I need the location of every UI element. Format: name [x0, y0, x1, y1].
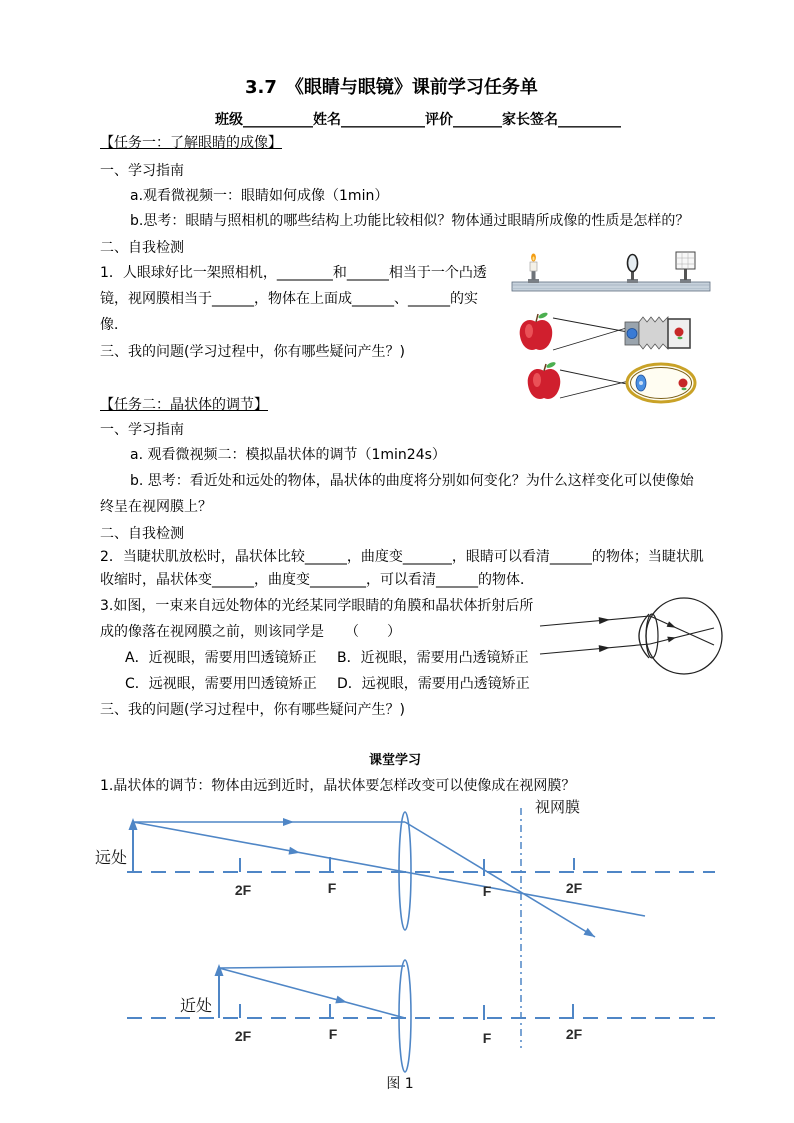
- task2-heading: 【任务二：晶状体的调节】: [100, 397, 268, 413]
- myopia-eye-diagram: [530, 590, 780, 680]
- task1-guide-b: b.思考：眼睛与照相机的哪些结构上功能比较相似？物体通过眼睛所成像的性质是怎样的？: [130, 213, 690, 229]
- task2-check-heading: 二、自我检测: [100, 526, 184, 542]
- task2-questions-heading: 三、我的问题(学习过程中，你有哪些疑问产生？): [100, 702, 405, 718]
- apple-icon: [520, 311, 553, 350]
- ray-arrow: [283, 818, 294, 826]
- eye-imaging-illustration: [520, 360, 700, 406]
- ray-arrow: [599, 645, 610, 652]
- screen-icon: [676, 252, 695, 283]
- ray-arrow: [599, 617, 610, 624]
- task1-questions-heading: 三、我的问题(学习过程中，你有哪些疑问产生？): [100, 344, 405, 360]
- apple-icon: [528, 361, 561, 399]
- task2-guide-heading: 一、学习指南: [100, 422, 184, 438]
- optical-bench-illustration: [508, 248, 714, 296]
- task2-q2-line: 2．当睫状肌放松时，晶状体比较______，曲度变_______，眼睛可以看清______的物体；当睫状肌: [100, 549, 704, 565]
- task2-guide-b-line: 终呈在视网膜上？: [100, 499, 212, 515]
- candle-icon: [528, 254, 539, 284]
- mark-f-left-upper: F: [327, 880, 337, 896]
- q3-option-a: A．近视眼，需要用凹透镜矫正: [125, 650, 317, 666]
- mark-f-right-lower: F: [482, 1030, 492, 1046]
- task1-q1-line: 镜，视网膜相当于______，物体在上面成______、______的实: [100, 291, 478, 307]
- incident-ray: [540, 644, 650, 654]
- light-ray: [553, 326, 633, 350]
- task2-guide-a: a. 观看微视频二：模拟晶状体的调节（1min24s）: [130, 447, 446, 463]
- task1-q1-line: 1．人眼球好比一架照相机，________和______相当于一个凸透: [100, 265, 487, 281]
- ray-arrow: [584, 928, 596, 937]
- light-ray: [553, 318, 633, 333]
- crystalline-lens: [646, 614, 658, 658]
- near-object-label: 近处: [180, 996, 213, 1015]
- center-ray: [133, 822, 645, 916]
- far-object-arrowhead: [129, 818, 138, 830]
- task2-q3-line: 3.如图，一束来自远处物体的光经某同学眼睛的角膜和晶状体折射后所: [100, 598, 534, 614]
- ray-arrow: [289, 847, 301, 855]
- task1-heading: 【任务一：了解眼睛的成像】: [100, 135, 282, 151]
- task1-guide-a: a.观看微视频一：眼睛如何成像（1min）: [130, 188, 389, 204]
- far-object-label: 远处: [95, 848, 128, 867]
- task2-guide-b-line: b. 思考：看近处和远处的物体，晶状体的曲度将分别如何变化？为什么这样变化可以使像始: [130, 473, 694, 489]
- page-title: 3.7 《眼睛与眼镜》课前学习任务单: [245, 77, 538, 98]
- mark-2f-right-upper: 2F: [565, 880, 583, 896]
- center-ray: [219, 968, 405, 1018]
- classroom-q1: 1.晶状体的调节：物体由远到近时，晶状体要怎样改变可以使像成在视网膜？: [100, 778, 576, 794]
- lens-holder-icon: [627, 255, 638, 284]
- task1-check-heading: 二、自我检测: [100, 240, 184, 256]
- q3-option-c: C．远视眼，需要用凹透镜矫正: [125, 676, 317, 692]
- ray-arrow: [667, 621, 676, 627]
- near-object-arrowhead: [215, 964, 224, 976]
- optical-rail: [512, 282, 710, 291]
- task1-guide-heading: 一、学习指南: [100, 163, 184, 179]
- classroom-heading: 课堂学习: [369, 753, 422, 768]
- mark-2f-left-upper: 2F: [234, 882, 252, 898]
- camera-icon: [625, 317, 690, 349]
- convex-lens-lower: [399, 960, 411, 1072]
- eyeball-icon: [627, 364, 695, 402]
- camera-imaging-illustration: [515, 306, 700, 356]
- q3-option-d: D．远视眼，需要用凸透镜矫正: [337, 676, 530, 692]
- task2-q2-line: 收缩时，晶状体变______，曲度变________，可以看清______的物体．: [100, 572, 534, 588]
- mark-f-left-lower: F: [328, 1026, 338, 1042]
- task2-q3-line: 成的像落在视网膜之前，则该同学是 （ ）: [100, 624, 401, 640]
- ray-arrow: [335, 996, 347, 1004]
- mark-f-right-upper: F: [482, 883, 492, 899]
- figure-caption: 图 1: [386, 1076, 414, 1092]
- mark-2f-right-lower: 2F: [565, 1026, 583, 1042]
- retina-label: 视网膜: [535, 798, 581, 816]
- mark-2f-left-lower: 2F: [234, 1028, 252, 1044]
- task1-q1-line: 像．: [100, 317, 128, 333]
- q3-option-b: B．近视眼，需要用凸透镜矫正: [337, 650, 529, 666]
- lens-imaging-diagram: [0, 790, 794, 1100]
- student-info-line: 班级__________姓名____________评价_______家长签名_________: [215, 112, 621, 128]
- incident-ray: [540, 616, 650, 626]
- ray-arrow: [667, 637, 676, 643]
- parallel-ray: [219, 966, 405, 968]
